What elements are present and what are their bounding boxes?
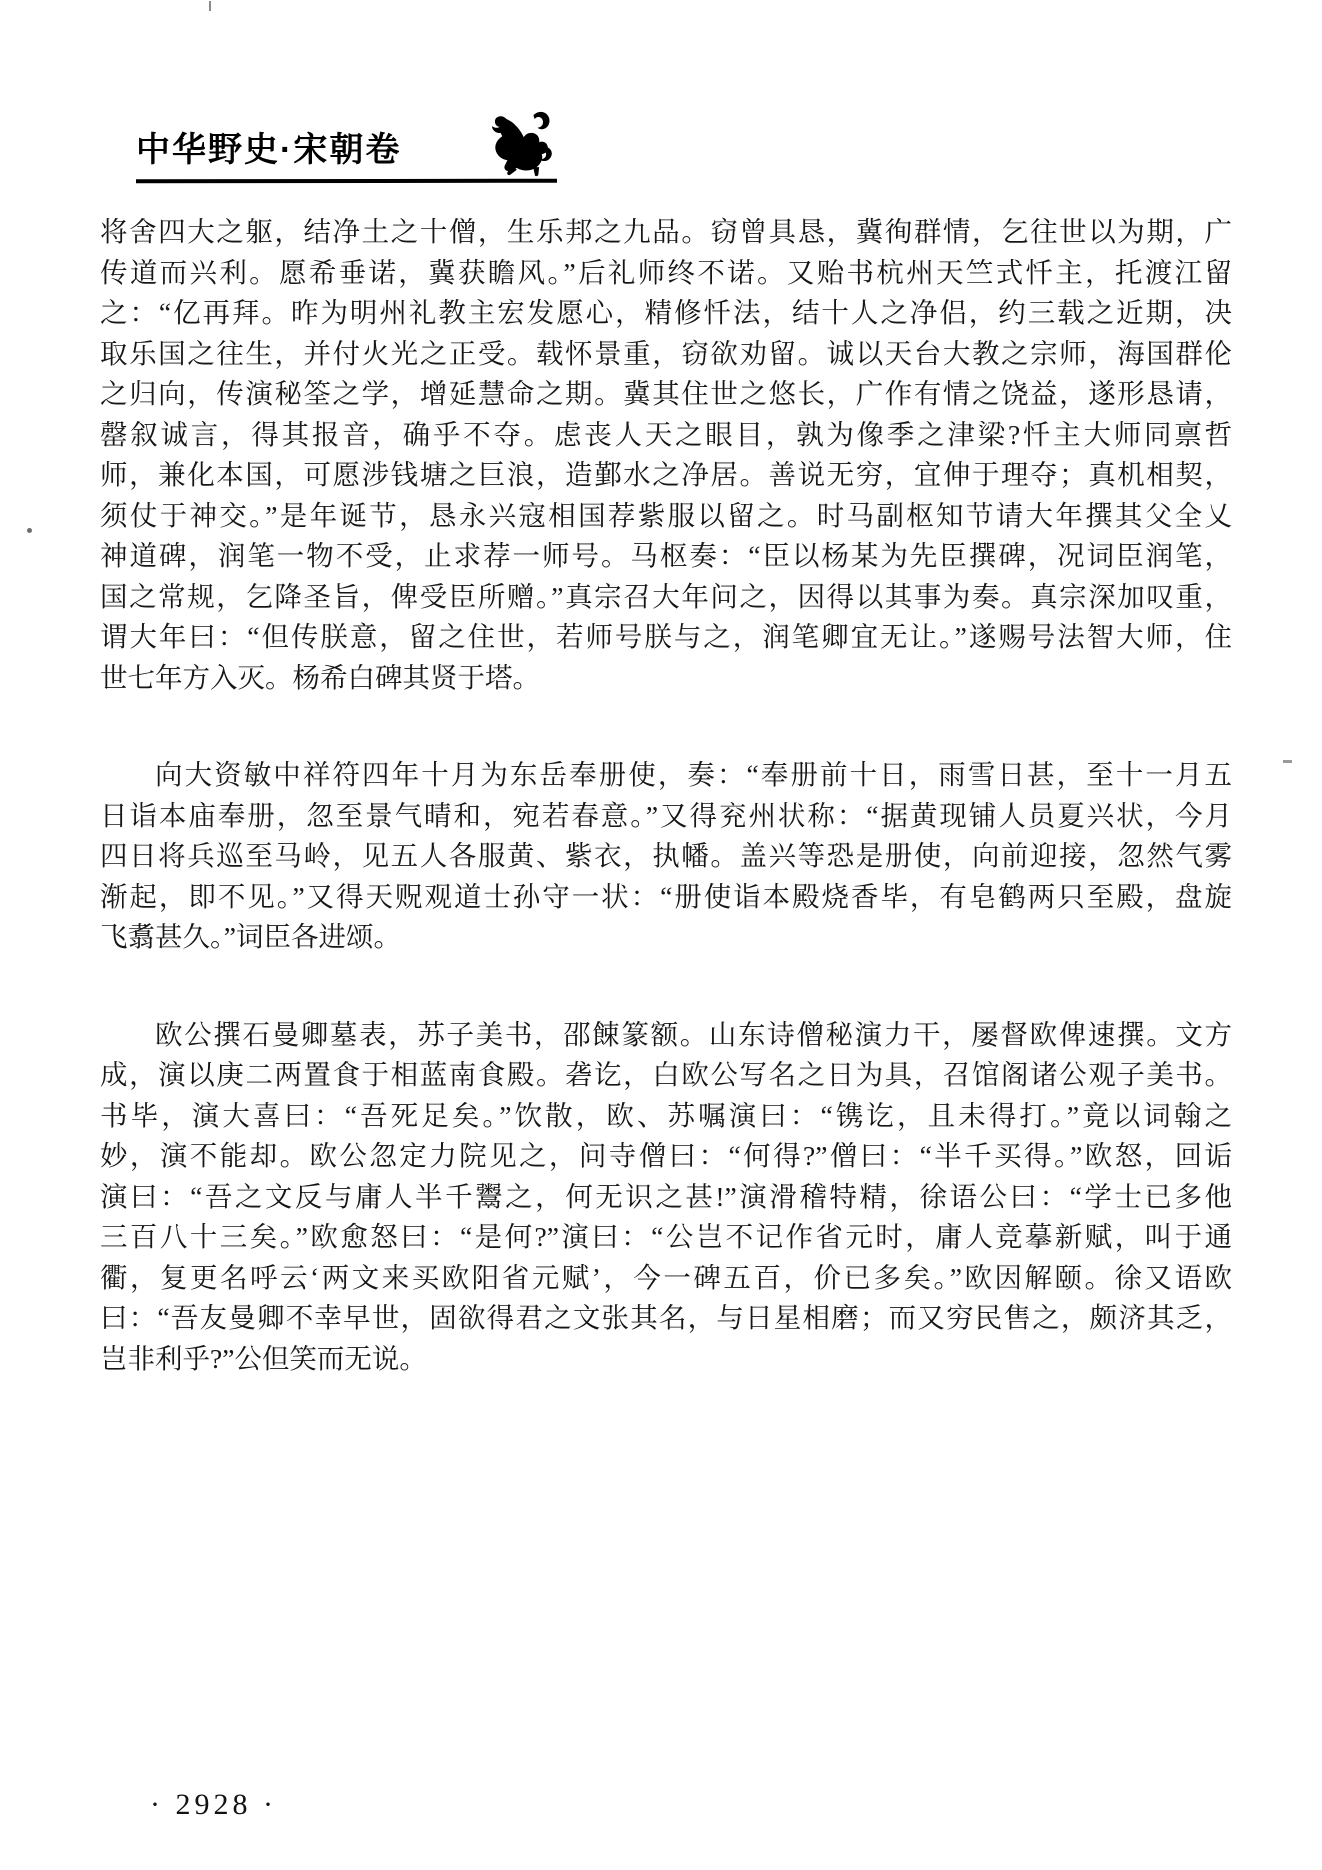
paragraph [100, 1015, 1232, 1380]
text-line: 谓大年曰：“但传朕意，留之住世，若师号朕与之，润笔卿宜无让。”遂赐号法智大师，住 [100, 621, 1232, 652]
text-line: 罄叙诚言，得其报音，确乎不夺。虑丧人天之眼目，孰为像季之津梁?忏主大师同禀哲 [100, 418, 1232, 450]
page-header-book-title: 中华野史·宋朝卷 [136, 131, 402, 169]
text-line: 日诣本庙奉册，忽至景气晴和，宛若春意。”又得兖州状称：“据黄现铺人员夏兴状，今月 [100, 799, 1232, 831]
scan-speck [27, 528, 32, 533]
text-line: 成，演以庚二两置食于相蓝南食殿。砻讫，白欧公写名之日为具，召馆阁诸公观子美书。 [100, 1059, 1232, 1090]
text-line: 欧公撰石曼卿墓表，苏子美书，邵餗篆额。山东诗僧秘演力干，屡督欧俾速撰。文方 [155, 1018, 1232, 1050]
text-line: 之归向，传演秘筌之学，增延慧命之期。冀其住世之悠长，广作有情之饶益，遂形恳请， [100, 378, 1232, 409]
text-line: 师，兼化本国，可愿涉钱塘之巨浪，造鄞水之净居。善说无穷，宜伸于理夺；真机相契， [100, 459, 1232, 490]
text-line: 演曰：“吾之文反与庸人半千鬻之，何无识之甚!”演滑稽特精，徐语公曰：“学士已多他 [100, 1180, 1232, 1212]
text-line: 衢，复更名呼云‘两文来买欧阳省元赋’，今一碑五百，价已多矣。”欧因解颐。徐又语欧 [100, 1261, 1232, 1293]
text-line: 渐起，即不见。”又得天贶观道士孙守一状：“册使诣本殿烧香毕，有皂鹤两只至殿，盘旋 [100, 880, 1232, 912]
text-line: 飞翥甚久。”词臣各进颂。 [100, 921, 401, 952]
text-line: 三百八十三矣。”欧愈怒曰：“是何?”演曰：“公岂不记作省元时，庸人竞摹新赋，叫于通 [100, 1221, 1232, 1252]
scan-speck [209, 1, 211, 11]
text-line: 岂非利乎?”公但笑而无说。 [100, 1342, 427, 1374]
dragon-ornament-icon [486, 110, 558, 178]
paragraph [100, 212, 1232, 698]
page-number: · 2928 · [150, 1788, 277, 1821]
text-line: 四日将兵巡至马岭，见五人各服黄、紫衣，执幡。盖兴等恐是册使，向前迎接，忽然气雾 [100, 840, 1232, 871]
text-line: 取乐国之往生，并付火光之正受。载怀景重，窃欲劝留。诚以天台大教之宗师，海国群伦 [100, 337, 1232, 369]
text-line: 神道碑，润笔一物不受，止求荐一师号。马枢奏：“臣以杨某为先臣撰碑，况词臣润笔， [100, 540, 1232, 571]
text-line: 传道而兴利。愿希垂诺，冀获瞻风。”后礼师终不诺。又贻书杭州天竺式忏主，托渡江留 [100, 256, 1232, 288]
header-rule [136, 179, 557, 184]
text-line: 将舍四大之躯，结净土之十僧，生乐邦之九品。窃曾具恳，冀徇群情，乞往世以为期，广 [100, 216, 1232, 247]
text-line: 曰：“吾友曼卿不幸早世，固欲得君之文张其名，与日星相磨；而又穷民售之，颇济其乏， [100, 1302, 1232, 1333]
text-line: 书毕，演大喜曰：“吾死足矣。”饮散，欧、苏嘱演曰：“镌讫，且未得打。”竟以词翰之 [100, 1099, 1232, 1131]
text-block [100, 212, 1232, 1379]
text-line: 之：“亿再拜。昨为明州礼教主宏发愿心，精修忏法，结十人之净侣，约三载之近期，决 [100, 297, 1232, 328]
paragraph [100, 755, 1232, 958]
text-line: 向大资敏中祥符四年十月为东岳奉册使，奏：“奉册前十日，雨雪日甚，至十一月五 [155, 759, 1232, 790]
text-line: 国之常规，乞降圣旨，俾受臣所赠。”真宗召大年问之，因得以其事为奏。真宗深加叹重， [100, 580, 1232, 612]
text-line: 世七年方入灭。杨希白碑其贤于塔。 [100, 661, 540, 693]
text-line: 须仗于神交。”是年诞节，恳永兴寇相国荐紫服以留之。时马副枢知节请大年撰其父全乂 [100, 499, 1232, 531]
scan-speck [1283, 760, 1292, 763]
text-line: 妙，演不能却。欧公忽定力院见之，问寺僧曰：“何得?”僧曰：“半千买得。”欧怒，回诟 [100, 1140, 1232, 1171]
